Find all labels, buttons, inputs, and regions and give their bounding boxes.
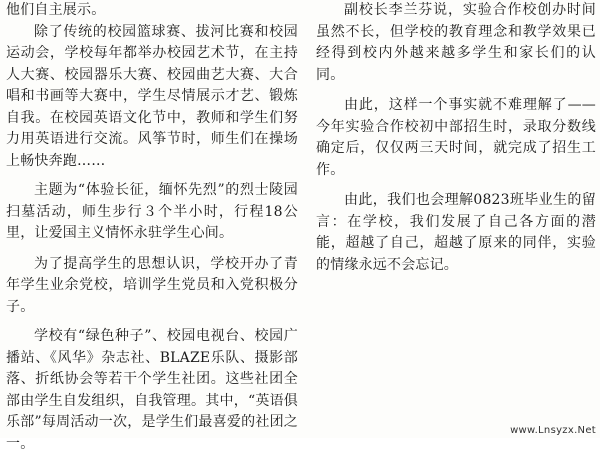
paragraph-vice-principal-quote: 副校长李兰芬说，实验合作校创办时间虽然不长，但学校的教育理念和教学效果已经得到校内外越来越多学生和家长们的认同。 (316, 2, 596, 83)
site-watermark: www.Lnsyzx.Net (510, 425, 596, 436)
right-column (316, 0, 596, 276)
paragraph-graduate-message: 由此，我们也会理解0823班毕业生的留言：在学校，我们发展了自己各方面的潜能，超越了自己，超越了原来的同伴，实验的情缘永远不会忘记。 (316, 192, 596, 273)
paragraph-party-school: 为了提高学生的思想认识，学校开办了青年学生业余党校，培训学生党员和入党积极分子。 (6, 255, 298, 315)
paragraph-enrollment: 由此，这样一个事实就不难理解了——今年实验合作校初中部招生时，录取分数线确定后，仅仅两三天时间，就完成了招生工作。 (316, 97, 596, 178)
paragraph-long-march-activity: 主题为“体验长征，缅怀先烈”的烈士陵园扫墓活动，师生步行３个半小时，行程18公里，让爱国主义情怀永驻学生心间。 (6, 182, 298, 241)
left-column (6, 0, 298, 455)
paragraph-art-festival: 除了传统的校园篮球赛、拔河比赛和校园运动会，学校每年都举办校园艺术节，在主持人大赛、校园器乐大赛、校园曲艺大赛、大合唱和书画等大赛中，学生尽情展示才艺、锻炼自我。在校园英语文化节中，教师和学生们努力用英语进行交流。风筝节时，师生们在操场上畅快奔跑…… (6, 23, 298, 169)
paragraph-continuation: 他们自主展示。 (6, 2, 106, 18)
paragraph-student-clubs: 学校有“绿色种子”、校园电视台、校园广播站、《风华》杂志社、BLAZE乐队、摄影部落、折纸协会等若干个学生社团。这些社团全部由学生自发组织，自我管理。其中，“英语俱乐部”每周活动一次，是学生们最喜爱的社团之一。 (6, 328, 298, 452)
